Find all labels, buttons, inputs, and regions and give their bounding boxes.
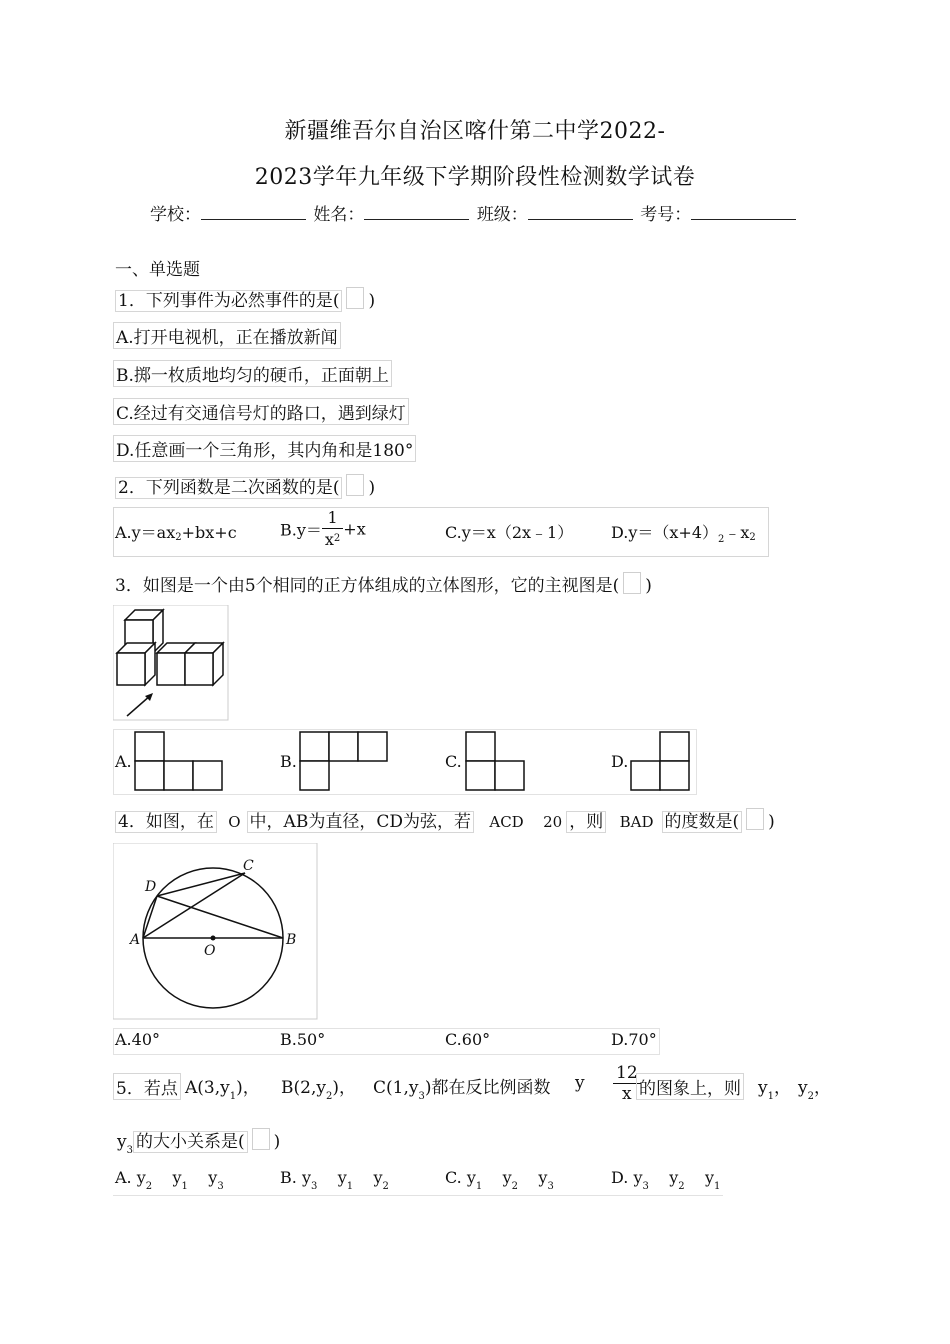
q5-option-a: A. $y_2$ $y_1$ $y_3$ [115,1168,224,1192]
point-a: $A(3,y_1)$， [185,1078,260,1102]
label-c: C [243,858,254,874]
q4-option-c: C.60° [445,1030,491,1049]
q4-option-b: B.50° [280,1030,326,1049]
segment-ad [143,896,157,938]
label-a: A [130,932,141,948]
q1-option-c: C.经过有交通信号灯的路口，遇到绿灯 [113,398,409,425]
q3-option-b-figure [299,731,389,793]
q3-option-c: C. [445,752,462,771]
q3-option-d: D. [611,752,629,771]
q2-b-fraction: $\frac{1}{x^2}$ [322,508,343,550]
q4-circle-figure [113,843,319,1021]
title-line-1: 新疆维吾尔自治区喀什第二中学2022- [284,119,666,144]
q5-option-d: D. $y_3$ $y_2$ $y_1$ [611,1168,721,1192]
q4-stem: 4．如图，在 O 中，AB为直径，CD为弦，若 ACD 20 ，则 BAD 的度数是( ) [115,807,775,832]
class-label: 班级： [476,205,528,225]
q3-option-d-figure [630,731,694,793]
q4-option-a: A.40° [115,1030,160,1049]
chord-cd [157,873,245,896]
q5-stem: 5．若点 $A(3,y_1)$， $B(2,y_2)$， $C(1,y_3)$都在反比例函数 y $\frac{12}{x}$ 的图象上，则 $y_1$， $y_2$， [113,1063,835,1111]
q1-option-d: D.任意画一个三角形，其内角和是180° [113,435,416,462]
exam-no-label: 考号： [640,205,692,225]
q5-stem-line-2: $y_3$ 的大小关系是( ) [117,1127,280,1156]
center-point [211,936,216,941]
title-line-2: 2023学年九年级下学期阶段性检测数学试卷 [254,165,696,190]
point-b: $B(2,y_2)$， [281,1078,356,1102]
circle-o-symbol: O [228,813,241,831]
info-row [150,200,798,225]
exam-no-blank[interactable] [691,205,796,220]
section-heading: 一、单选题 [115,260,200,280]
segment-ac [143,873,245,938]
q2-stem: 2．下列函数是二次函数的是( ) [115,473,375,498]
q4-answer-slot[interactable] [746,808,764,830]
q2-option-a: $A.y=ax_2+bx+c$ [115,523,237,543]
q1-answer-slot[interactable] [346,287,364,309]
class-blank[interactable] [528,205,633,220]
q1-option-b: B.掷一枚质地均匀的硬币，正面朝上 [113,360,392,387]
label-d: D [145,879,157,895]
name-blank[interactable] [364,205,469,220]
school-blank[interactable] [201,205,306,220]
q1-option-a: A.打开电视机，正在播放新闻 [113,322,341,349]
q2-option-b: B.y＝ $\frac{1}{x^2}$ +x [280,508,366,549]
q2-option-d: $D.y=(x+4)_2﹣x_2$ [611,523,756,545]
q5-fraction: $\frac{12}{x}$ [613,1063,641,1104]
q5-answer-slot[interactable] [252,1128,270,1150]
q4-options-frame [113,1028,660,1055]
q3-option-c-figure [465,731,529,793]
q3-answer-slot[interactable] [623,572,641,594]
school-label: 学校： [150,205,201,225]
q1-stem: 1．下列事件为必然事件的是( ) [115,286,375,311]
q3-stem: 3．如图是一个由5个相同的正方体组成的立体图形，它的主视图是( ) [115,571,652,596]
label-b: B [286,932,297,948]
q4-option-d: D.70° [611,1030,657,1049]
q3-option-b: B. [280,752,297,771]
q5-option-b: B. $y_3$ $y_1$ $y_2$ [280,1168,389,1192]
q3-option-a-figure [134,731,224,793]
q2-answer-slot[interactable] [346,474,364,496]
q3-cube-figure [113,605,229,721]
q2-option-c: C.y＝x（2x﹣1） [445,523,574,542]
point-c: $C(1,y_3)$都在反比例函数 [373,1078,551,1102]
name-label: 姓名： [313,205,365,225]
q5-option-c: C. $y_1$ $y_2$ $y_3$ [445,1168,554,1192]
q3-option-a: A. [115,752,132,771]
label-o: O [204,943,216,959]
